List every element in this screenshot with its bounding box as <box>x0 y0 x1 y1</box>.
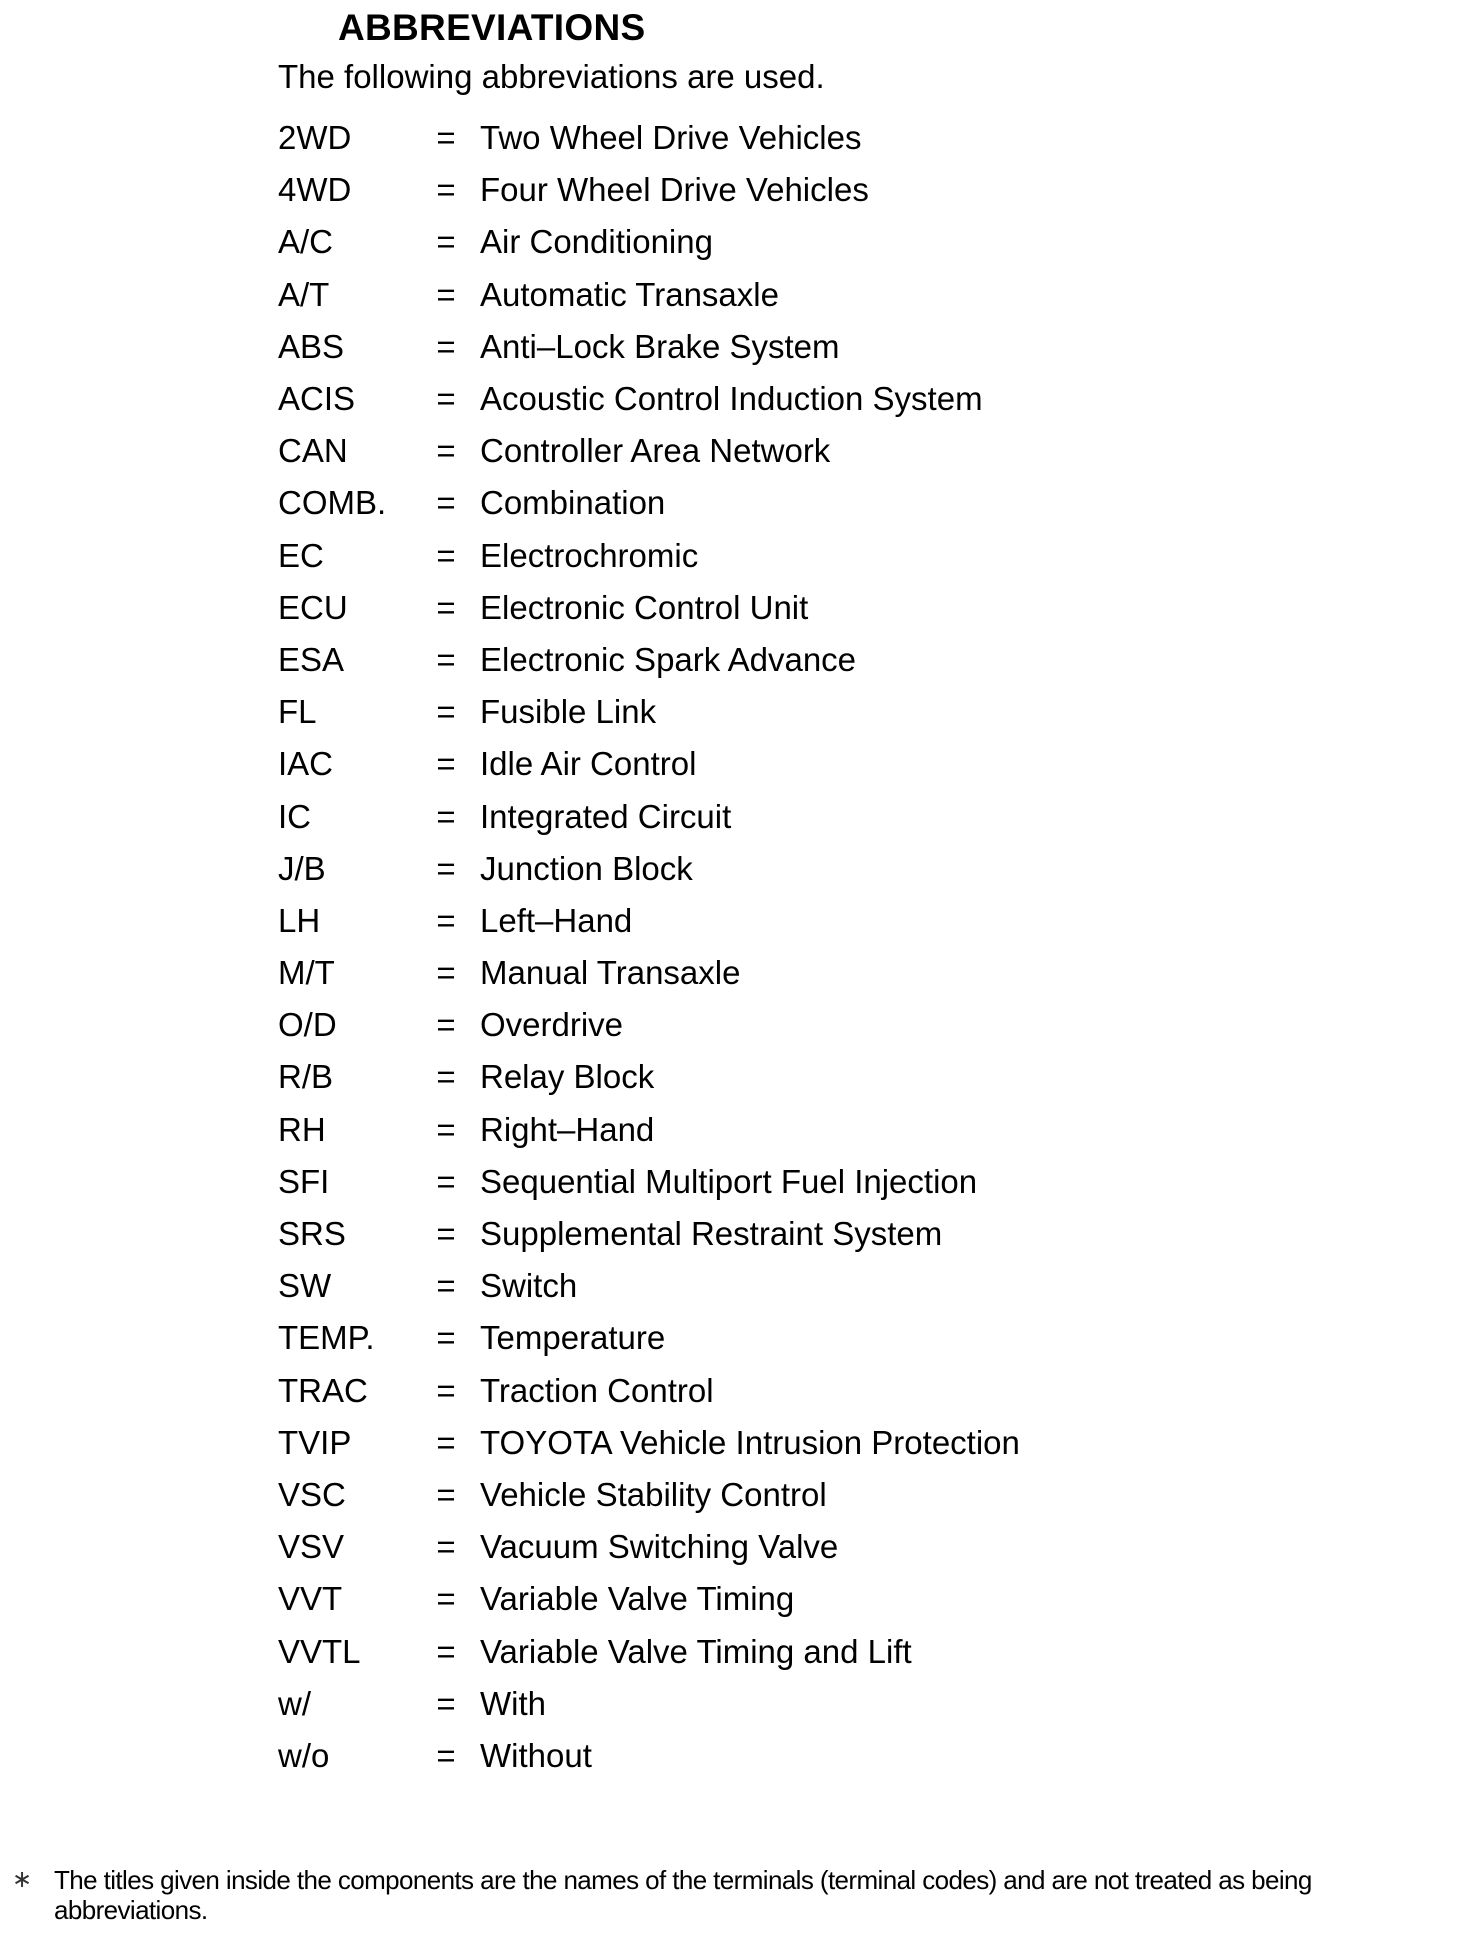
equals-sign: = <box>436 327 456 365</box>
equals-sign: = <box>436 275 456 313</box>
equals-sign: = <box>436 1215 456 1253</box>
abbreviation-row <box>278 1573 1278 1625</box>
page-title: ABBREVIATIONS <box>338 7 646 48</box>
equals-sign: = <box>436 640 456 678</box>
footnote-text: The titles given inside the components are the names of the terminals (terminal codes) and are not treated as being abbreviations. <box>54 1865 1312 1925</box>
abbreviation-row <box>278 790 1278 842</box>
abbreviation-term: EC <box>278 536 324 574</box>
abbreviation-term: CAN <box>278 432 348 470</box>
abbreviation-term: A/C <box>278 223 334 261</box>
abbreviation-row <box>278 1625 1278 1677</box>
abbreviation-row <box>278 1208 1278 1260</box>
abbreviation-row <box>278 738 1278 790</box>
abbreviation-definition: Traction Control <box>480 1371 714 1409</box>
equals-sign: = <box>436 1475 456 1513</box>
abbreviation-row <box>278 477 1278 529</box>
abbreviation-row <box>278 1104 1278 1156</box>
abbreviation-definition: Controller Area Network <box>480 432 831 470</box>
abbreviation-term: O/D <box>278 1006 337 1044</box>
abbreviation-term: VSV <box>278 1528 345 1566</box>
abbreviation-term: 2WD <box>278 119 352 157</box>
abbreviation-row <box>278 321 1278 373</box>
abbreviation-row <box>278 1469 1278 1521</box>
equals-sign: = <box>436 432 456 470</box>
abbreviation-definition: Supplemental Restraint System <box>480 1215 943 1253</box>
abbreviation-term: 4WD <box>278 171 352 209</box>
asterisk-icon: ∗ <box>12 1866 33 1893</box>
abbreviation-term: w/ <box>278 1684 311 1722</box>
equals-sign: = <box>436 484 456 522</box>
abbreviation-row <box>278 1730 1278 1782</box>
equals-sign: = <box>436 797 456 835</box>
abbreviation-row <box>278 843 1278 895</box>
abbreviation-row <box>278 1417 1278 1469</box>
abbreviation-definition: With <box>480 1684 546 1722</box>
equals-sign: = <box>436 1267 456 1305</box>
equals-sign: = <box>436 1058 456 1096</box>
equals-sign: = <box>436 380 456 418</box>
footnote <box>10 1865 1450 1925</box>
abbreviation-definition: Right–Hand <box>480 1110 655 1148</box>
abbreviation-row <box>278 216 1278 268</box>
abbreviation-term: ESA <box>278 640 345 678</box>
abbreviation-definition: Four Wheel Drive Vehicles <box>480 171 869 209</box>
abbreviation-definition: Electrochromic <box>480 536 699 574</box>
equals-sign: = <box>436 1319 456 1357</box>
abbreviation-term: ABS <box>278 327 345 365</box>
abbreviation-definition: Air Conditioning <box>480 223 713 261</box>
equals-sign: = <box>436 1684 456 1722</box>
equals-sign: = <box>436 1006 456 1044</box>
intro-text: The following abbreviations are used. <box>278 58 825 95</box>
abbreviation-row <box>278 112 1278 164</box>
abbreviation-row <box>278 164 1278 216</box>
abbreviation-term: R/B <box>278 1058 334 1096</box>
abbreviation-term: SW <box>278 1267 332 1305</box>
abbreviation-row <box>278 1051 1278 1103</box>
abbreviation-row <box>278 634 1278 686</box>
abbreviation-term: IC <box>278 797 311 835</box>
abbreviation-term: IAC <box>278 745 334 783</box>
abbreviation-row <box>278 1678 1278 1730</box>
equals-sign: = <box>436 171 456 209</box>
abbreviation-term: LH <box>278 901 321 939</box>
abbreviation-definition: Switch <box>480 1267 578 1305</box>
abbreviation-term: VVT <box>278 1580 343 1618</box>
abbreviation-row <box>278 530 1278 582</box>
abbreviation-definition: Anti–Lock Brake System <box>480 327 840 365</box>
equals-sign: = <box>436 1162 456 1200</box>
abbreviation-definition: Overdrive <box>480 1006 624 1044</box>
abbreviation-definition: Electronic Spark Advance <box>480 640 857 678</box>
abbreviation-term: VVTL <box>278 1632 361 1670</box>
abbreviation-row <box>278 373 1278 425</box>
abbreviation-term: w/o <box>278 1736 330 1774</box>
abbreviation-row <box>278 895 1278 947</box>
abbreviation-term: FL <box>278 693 317 731</box>
abbreviation-list <box>278 112 1278 1782</box>
abbreviation-row <box>278 425 1278 477</box>
abbreviation-term: M/T <box>278 954 335 992</box>
abbreviation-definition: Fusible Link <box>480 693 657 731</box>
equals-sign: = <box>436 1632 456 1670</box>
equals-sign: = <box>436 588 456 626</box>
equals-sign: = <box>436 745 456 783</box>
abbreviation-term: COMB. <box>278 484 387 522</box>
abbreviation-definition: Temperature <box>480 1319 666 1357</box>
abbreviation-definition: Vacuum Switching Valve <box>480 1528 839 1566</box>
equals-sign: = <box>436 119 456 157</box>
equals-sign: = <box>436 1736 456 1774</box>
abbreviation-row <box>278 1312 1278 1364</box>
abbreviation-term: SRS <box>278 1215 346 1253</box>
abbreviation-definition: Two Wheel Drive Vehicles <box>480 119 862 157</box>
equals-sign: = <box>436 901 456 939</box>
abbreviation-row <box>278 686 1278 738</box>
abbreviation-definition: Acoustic Control Induction System <box>480 380 983 418</box>
abbreviation-definition: Variable Valve Timing and Lift <box>480 1632 912 1670</box>
abbreviation-definition: Combination <box>480 484 666 522</box>
abbreviation-term: ACIS <box>278 380 356 418</box>
abbreviation-definition: Vehicle Stability Control <box>480 1475 827 1513</box>
equals-sign: = <box>436 1110 456 1148</box>
equals-sign: = <box>436 1528 456 1566</box>
abbreviation-term: A/T <box>278 275 330 313</box>
abbreviation-term: RH <box>278 1110 326 1148</box>
equals-sign: = <box>436 223 456 261</box>
abbreviation-definition: Automatic Transaxle <box>480 275 779 313</box>
abbreviation-row <box>278 1365 1278 1417</box>
abbreviation-term: VSC <box>278 1475 346 1513</box>
abbreviation-row <box>278 582 1278 634</box>
abbreviation-definition: Sequential Multiport Fuel Injection <box>480 1162 978 1200</box>
equals-sign: = <box>436 1580 456 1618</box>
abbreviation-row <box>278 1260 1278 1312</box>
abbreviation-definition: Left–Hand <box>480 901 633 939</box>
equals-sign: = <box>436 1371 456 1409</box>
abbreviation-definition: Manual Transaxle <box>480 954 741 992</box>
equals-sign: = <box>436 1423 456 1461</box>
abbreviation-term: TVIP <box>278 1423 352 1461</box>
abbreviation-definition: TOYOTA Vehicle Intrusion Protection <box>480 1423 1020 1461</box>
abbreviation-row <box>278 1521 1278 1573</box>
abbreviation-term: J/B <box>278 849 326 887</box>
abbreviation-term: TEMP. <box>278 1319 375 1357</box>
abbreviation-term: TRAC <box>278 1371 368 1409</box>
abbreviation-row <box>278 269 1278 321</box>
abbreviation-definition: Relay Block <box>480 1058 655 1096</box>
abbreviation-row <box>278 999 1278 1051</box>
abbreviation-term: ECU <box>278 588 348 626</box>
abbreviation-definition: Without <box>480 1736 592 1774</box>
equals-sign: = <box>436 849 456 887</box>
abbreviation-definition: Integrated Circuit <box>480 797 732 835</box>
equals-sign: = <box>436 954 456 992</box>
abbreviation-definition: Junction Block <box>480 849 693 887</box>
abbreviation-row <box>278 1156 1278 1208</box>
equals-sign: = <box>436 536 456 574</box>
equals-sign: = <box>436 693 456 731</box>
abbreviation-definition: Idle Air Control <box>480 745 697 783</box>
abbreviation-definition: Variable Valve Timing <box>480 1580 795 1618</box>
abbreviation-definition: Electronic Control Unit <box>480 588 809 626</box>
abbreviation-term: SFI <box>278 1162 330 1200</box>
abbreviation-row <box>278 947 1278 999</box>
